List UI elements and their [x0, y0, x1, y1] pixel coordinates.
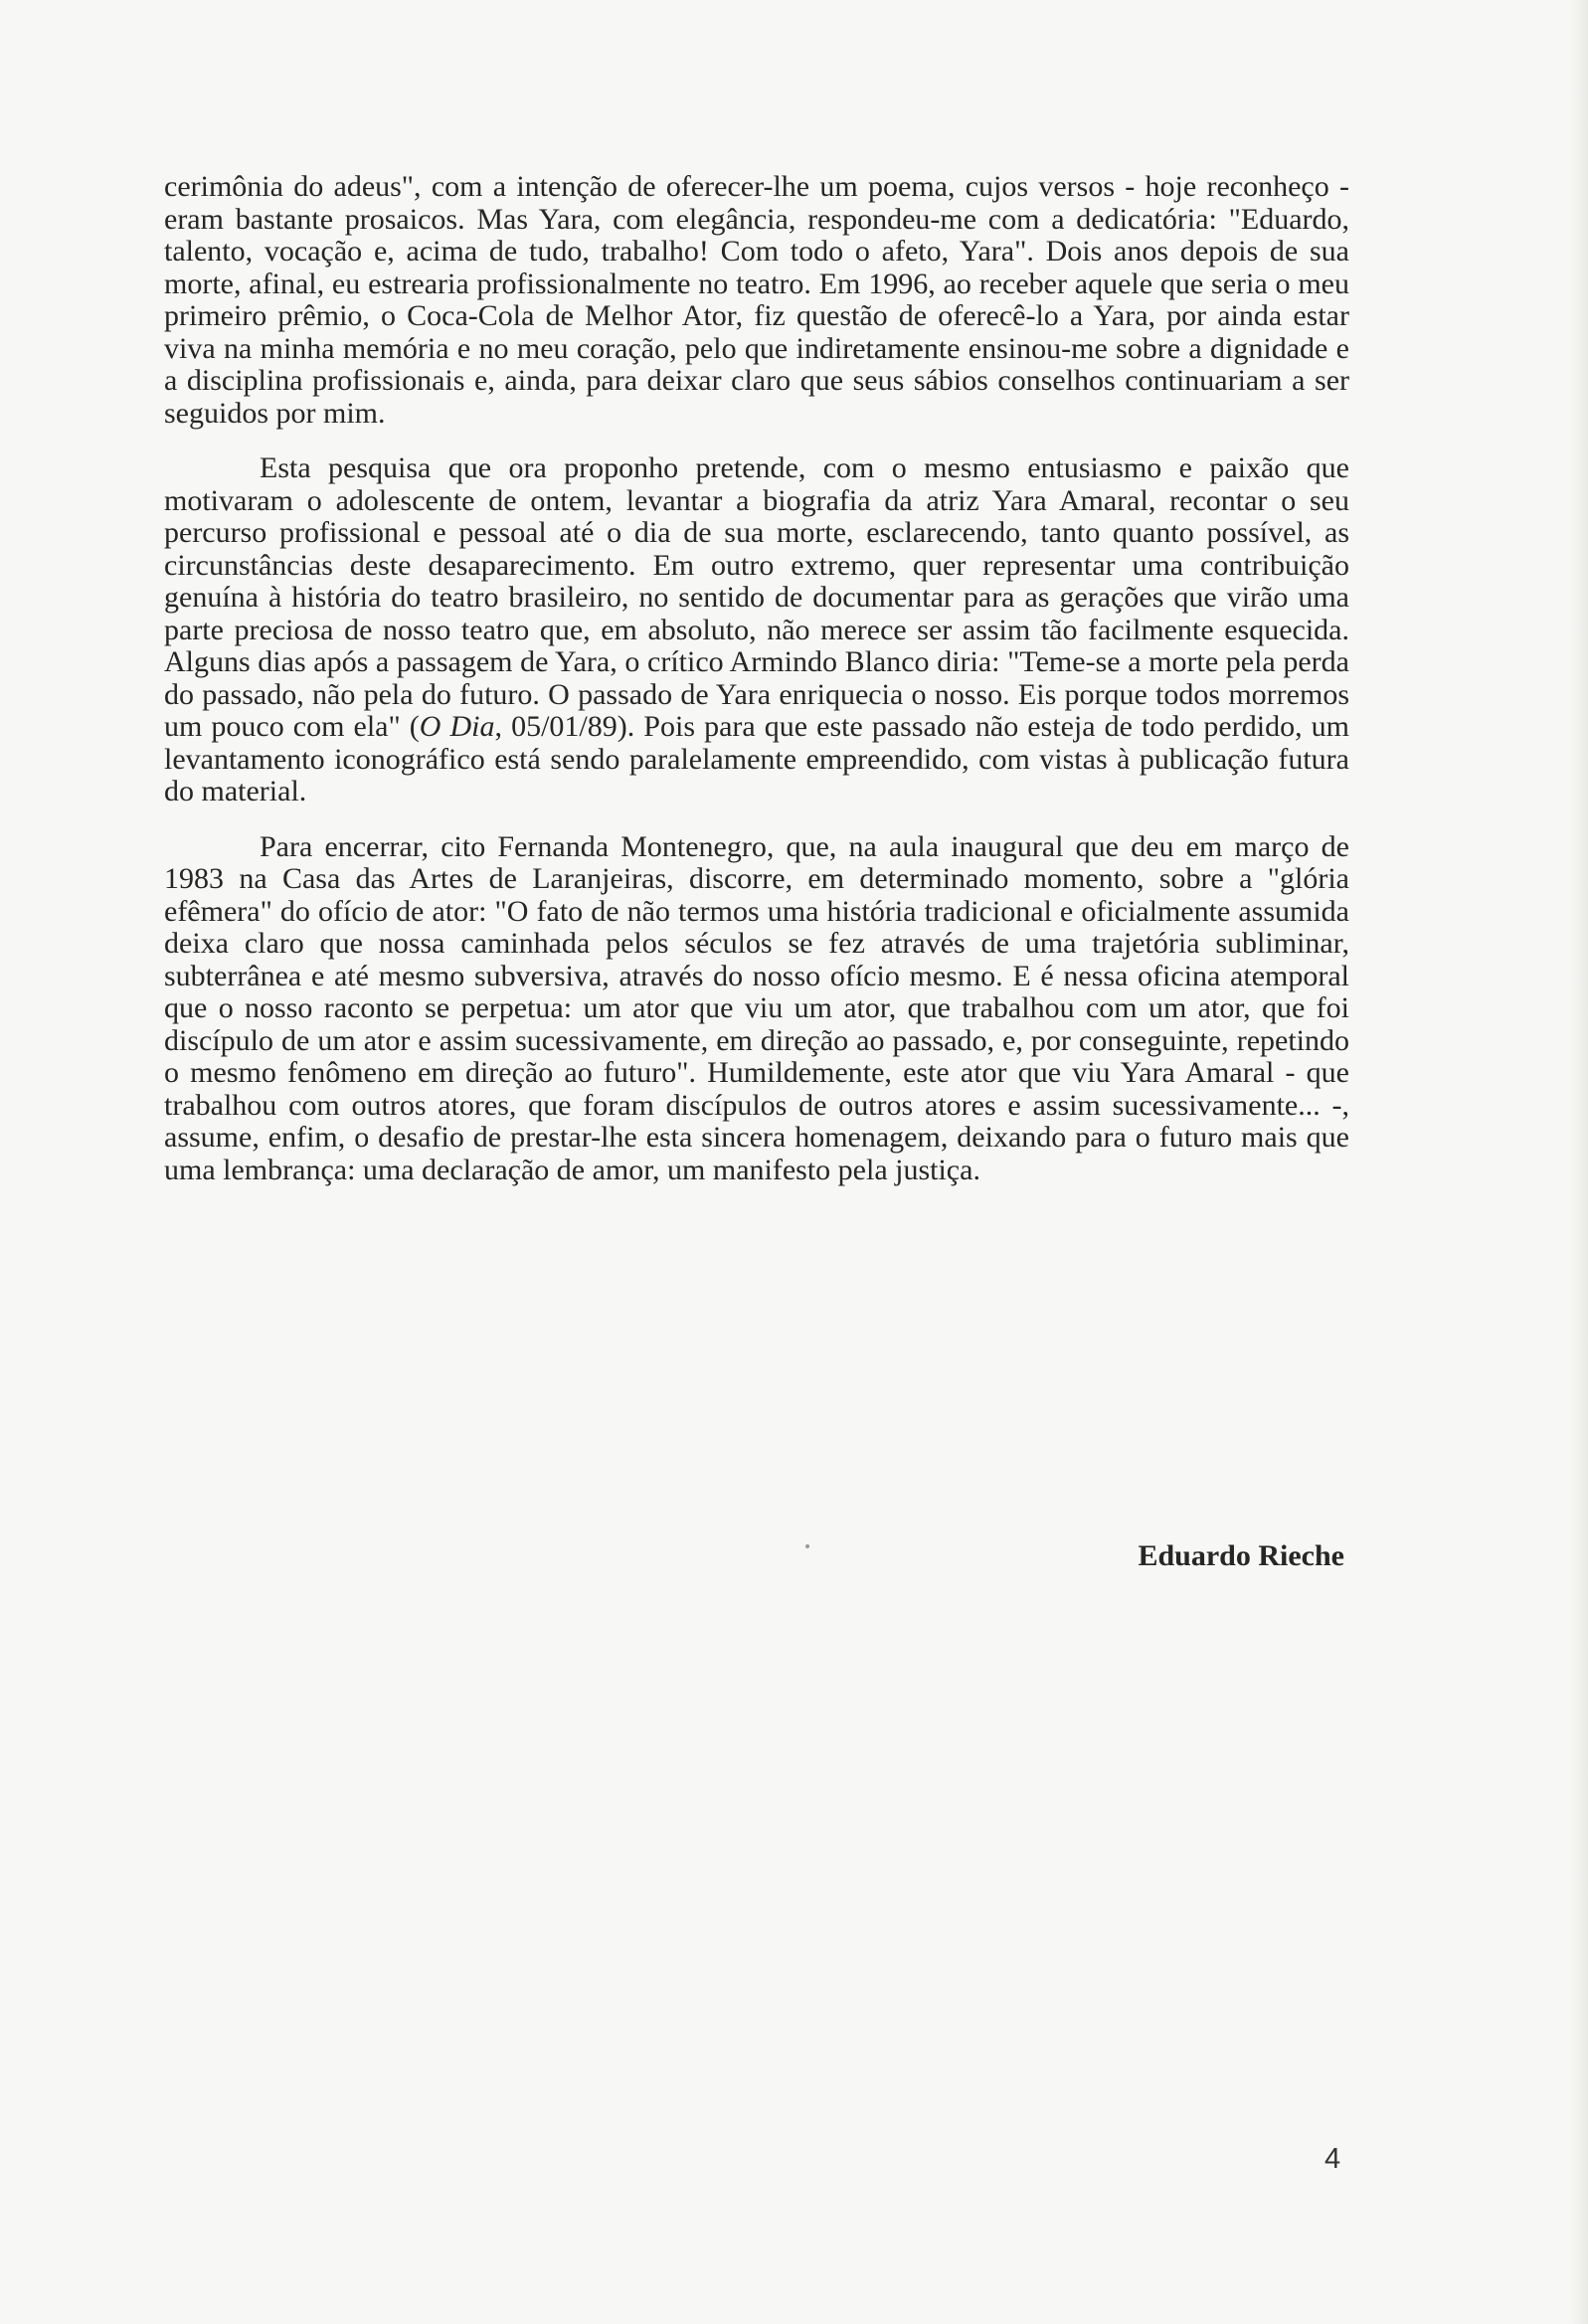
paragraph-2-text-b: , 05/01/89). Pois para que este passado não esteja de todo perdido, um levantamento iconográfico está sendo paralelamente empreendido, com vistas à publicação futura do material. [164, 710, 1349, 807]
paragraph-2 [164, 452, 1349, 808]
newspaper-title: O Dia [419, 710, 495, 743]
paragraph-1 [164, 171, 1349, 430]
author-signature: Eduardo Rieche [1138, 1539, 1344, 1572]
paragraph-3-text: Para encerrar, cito Fernanda Montenegro, que, na aula inaugural que deu em março de 1983 na Casa das Artes de Laranjeiras, discorre, em determinado momento, sobre a "glória efêmera" do ofício de ator: "O fato de não termos uma história tradicional e oficialmente assumida deixa claro que nossa caminhada pelos séculos se fez através de uma trajetória subliminar, subterrânea e até mesmo subversiva, através do nosso ofício mesmo. E é nessa oficina atemporal que o nosso raconto se perpetua: um ator que viu um ator, que trabalhou com um ator, que foi discípulo de um ator e assim sucessivamente, em direção ao passado, e, por conseguinte, repetindo o mesmo fenômeno em direção ao futuro". Humildemente, este ator que viu Yara Amaral - que trabalhou com outros atores, que foram discípulos de outros atores e assim sucessivamente... -, assume, enfim, o desafio de prestar-lhe esta sincera homenagem, deixando para o futuro mais que uma lembrança: uma declaração de amor, um manifesto pela justiça. [164, 829, 1349, 1186]
page-edge-shadow [1570, 0, 1588, 2324]
page-number: 4 [1324, 2143, 1341, 2175]
document-body [164, 171, 1349, 1186]
paragraph-2-text-a: Esta pesquisa que ora proponho pretende, com o mesmo entusiasmo e paixão que motivaram o adolescente de ontem, levantar a biografia da atriz Yara Amaral, recontar o seu percurso profissional e pessoal até o dia de sua morte, esclarecendo, tanto quanto possível, as circunstâncias deste desaparecimento. Em outro extremo, quer representar uma contribuição genuína à história do teatro brasileiro, no sentido de documentar para as gerações que virão uma parte preciosa de nosso teatro que, em absoluto, não merece ser assim tão facilmente esquecida. Alguns dias após a passagem de Yara, o crítico Armindo Blanco diria: "Teme-se a morte pela perda do passado, não pela do futuro. O passado de Yara enriquecia o nosso. Eis porque todos morremos um pouco com ela" ( [164, 451, 1349, 743]
paragraph-3 [164, 831, 1349, 1187]
paragraph-1-text: cerimônia do adeus", com a intenção de oferecer-lhe um poema, cujos versos - hoje reconheço - eram bastante prosaicos. Mas Yara, com elegância, respondeu-me com a dedicatória: "Eduardo, talento, vocação e, acima de tudo, trabalho! Com todo o afeto, Yara". Dois anos depois de sua morte, afinal, eu estrearia profissionalmente no teatro. Em 1996, ao receber aquele que seria o meu primeiro prêmio, o Coca-Cola de Melhor Ator, fiz questão de oferecê-lo a Yara, por ainda estar viva na minha memória e no meu coração, pelo que indiretamente ensinou-me sobre a dignidade e a disciplina profissionais e, ainda, para deixar claro que seus sábios conselhos continuariam a ser seguidos por mim. [164, 170, 1349, 430]
scan-speck [805, 1544, 809, 1548]
